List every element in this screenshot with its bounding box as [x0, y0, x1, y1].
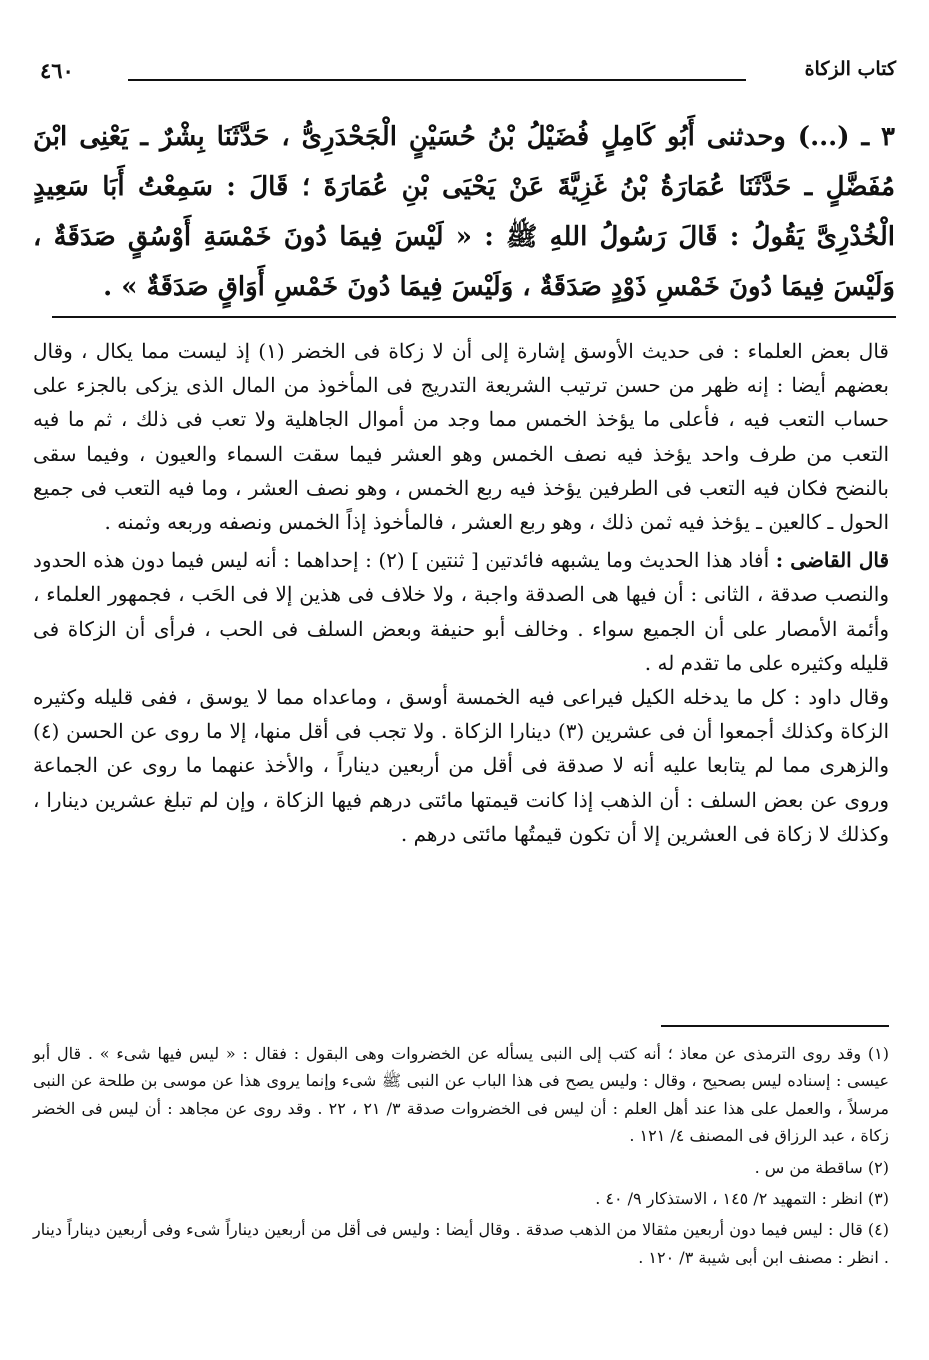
hadith-text-block [33, 112, 895, 312]
header-rule [128, 79, 746, 81]
footnote-2: (٢) ساقطة من س . [754, 1157, 889, 1177]
commentary-paragraph-3: وقال داود : كل ما يدخله الكيل فيراعى فيه الخمسة أوسق ، وماعداه مما لا يوسق ، ففى قليله وكثيره الزكاة وكذلك أجمعوا أن فى عشرين (٣) دينارا الزكاة . ولا تجب فى أقل منها، إلا ما روى عن الحسن (٤) والزهرى مما لم يتابعا عليه أنه لا صدقة فى أقل من أربعين ديناراً ، والأخذ عنهما ما روى عن الجماعة وروى عن بعض السلف : أن الذهب إذا كانت قيمتها مائتى درهم فيها الزكاة ، وإن لم تبلغ عشرين دينارا ، وكذلك لا زكاة فى العشرين إلا أن تكون قيمتُها مائتى درهم . [33, 685, 890, 846]
footnote-4: (٤) قال : ليس فيما دون أربعين مثقالا من الذهب صدقة . وقال أيضا : وليس فى أقل من أربعين ديناراً شىء وفى أربعين ديناراً دينار . انظر : مصنف ابن أبى شيبة ٣/ ١٢٠ . [33, 1220, 889, 1267]
footnotes-block [33, 1040, 889, 1271]
commentary-paragraph-2 [33, 543, 889, 680]
section-divider [52, 316, 896, 318]
footnote-3: (٣) انظر : التمهيد ٢/ ١٤٥ ، الاستذكار ٩/ ٤٠ . [595, 1189, 889, 1209]
commentary-block [33, 334, 889, 851]
commentary-paragraph-1: قال بعض العلماء : فى حديث الأوسق إشارة إلى أن لا زكاة فى الخضر (١) إذ ليست مما يكال ، وقال بعضهم أيضا : إنه ظهر من حسن ترتيب الشريعة التدريج فى المأخوذ من المال الذى يزكى بالجزء على حساب التعب فيه ، فأعلى ما يؤخذ الخمس مما وجد من أموال الجاهلية ولا تعب فى ذلك ، ثم ما فيه التعب من طرف واحد يؤخذ فيه نصف الخمس وهو العشر فيما سقت السماء والعيون ، وفيما سقى بالنضح فكان فيه التعب فى الطرفين يؤخذ فيه ربع الخمس ، وهو نصف العشر ، وما فيه التعب فى جميع الحول ـ كالعين ـ يؤخذ فيه ثمن ذلك ، وهو ربع العشر ، فالمأخوذ إذاً الخمس ونصفه وربعه وثمنه . [33, 339, 889, 535]
qadi-lead: قال القاضى : [775, 548, 890, 573]
hadith-text: ٣ ـ (...) وحدثنى أَبُو كَامِلٍ فُضَيْلُ بْنُ حُسَيْنٍ الْجَحْدَرِىُّ ، حَدَّثَنَا بِشْرٌ ـ يَعْنِى ابْنَ مُفَضَّلٍ ـ حَدَّثَنَا عُمَارَةُ بْنُ غَزِيَّةَ عَنْ يَحْيَى بْنِ عُمَارَةَ ؛ قَالَ : سَمِعْتُ أَبَا سَعِيدٍ الْخُدْرِىَّ يَقُولُ : قَالَ رَسُولُ اللهِ ﷺ : « لَيْسَ فِيمَا دُونَ خَمْسَةِ أَوْسُقٍ صَدَقَةٌ ، وَلَيْسَ فِيمَا دُونَ خَمْسِ ذَوْدٍ صَدَقَةٌ ، وَلَيْسَ فِيمَا دُونَ خَمْسِ أَوَاقٍ صَدَقَةٌ » . [33, 122, 895, 302]
page-number: ٤٦٠ [40, 58, 74, 83]
footnote-1: (١) وقد روى الترمذى عن معاذ ؛ أنه كتب إلى النبى يسأله عن الخضروات وهى البقول : فقال : « ليس فيها شىء » . قال أبو عيسى : إسناده ليس بصحيح ، وقال : وليس يصح فى هذا الباب عن النبى ﷺ شىء وإنما يروى هذا عن موسى بن طلحة عن النبى مرسلاً ، والعمل على هذا عند أهل العلم : أن ليس فى الخضروات صدقة ٣/ ٢١ ، ٢٢ . وقد روى عن مجاهد : أن ليس فى الخضر زكاة ، عبد الرزاق فى المصنف ٤/ ١٢١ . [33, 1044, 890, 1146]
running-head [40, 58, 896, 88]
footnote-divider [661, 1025, 889, 1027]
commentary-paragraph-2-text: أفاد هذا الحديث وما يشبهه فائدتين [ ثنتين ] (٢) : إحداهما : أنه ليس فيما دون هذه الحدود والنصب صدقة ، الثانى : أن فيها هى الصدقة واجبة ، ولا خلاف فى هذين إلا فى الحَب ، فجمهور العلماء ، وأئمة الأمصار على أن الجميع سواء . وخالف أبو حنيفة وبعض السلف فى الحب ، فرأى أن الزكاة فى قليله وكثيره على ما تقدم له . [33, 548, 889, 675]
chapter-title: كتاب الزكاة [804, 58, 896, 80]
